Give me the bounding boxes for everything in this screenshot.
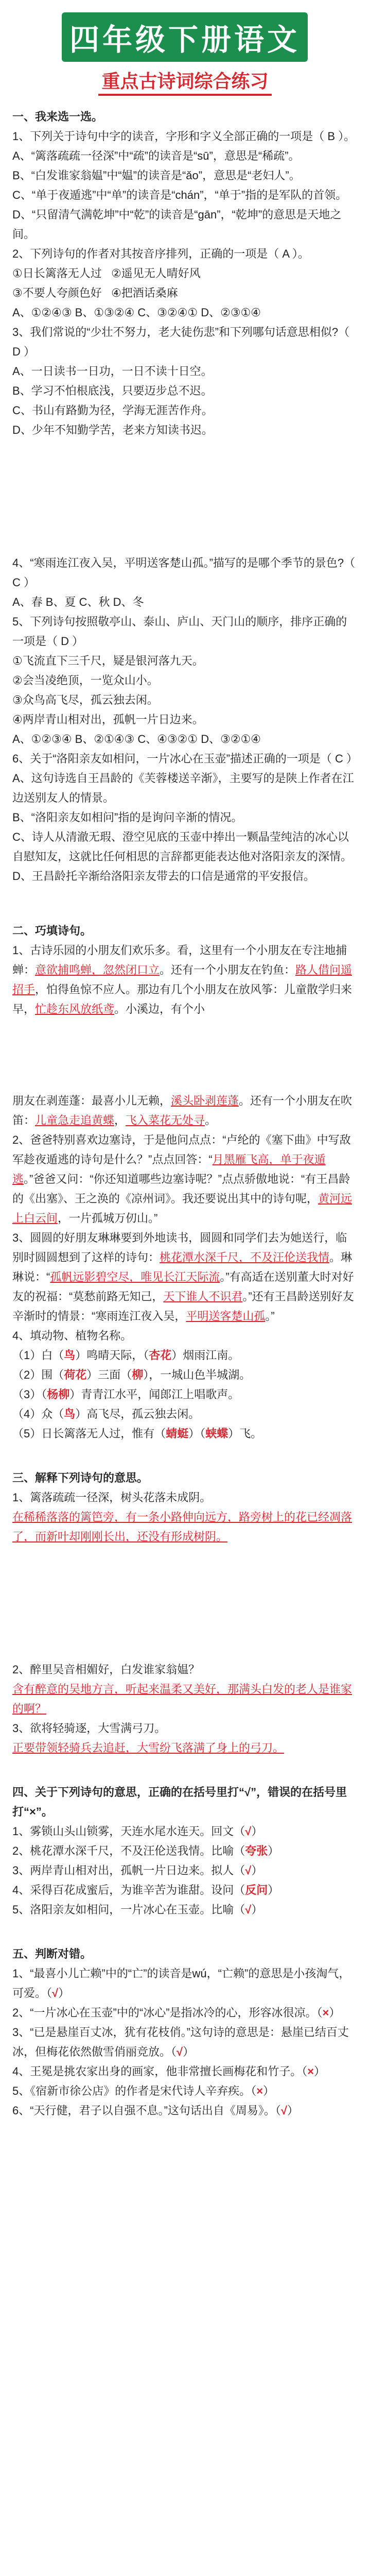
option: B、“洛阳亲友如相问”指的是询问辛渐的情况。 [12,811,243,824]
answer-text: 夸张 [245,1844,268,1857]
answer-text: 杏花 [149,1349,172,1362]
option: C、诗人从清澈无瑕、澄空见底的玉壶中捧出一颗晶莹纯洁的冰心以自慰知友，这就比任何相思的言辞都更能表达他对洛阳亲友的深情。 [12,831,353,863]
question: 4、填动物、植物名称。 [12,1329,132,1342]
text: 1、古诗乐园的小朋友们欢乐多。看，这里有一个小朋友在专注地捕蝉： [12,944,347,976]
text: 4、王冕是挑农家出身的画家，他非常擅长画梅花和竹子。（ [12,2065,308,2078]
judge-item [12,1900,357,1920]
item-text: ④把酒话桑麻 [111,286,178,299]
fill-item [12,1385,357,1404]
option: A、①②④③ B、①③②④ C、③②④① D、②③①④ [12,306,261,319]
text: 2、“一片冰心在玉壶”中的“冰心”是指冰冷的心，形容冰很凉。（ [12,2006,323,2019]
text: ） [58,1987,70,1999]
text: （1）白（ [12,1349,64,1362]
text: 1、雾锁山头山锁雾，天连水尾水连天。回文（ [12,1825,245,1838]
question: 4、“寒雨连江夜入吴，平明送客楚山孤。”描写的是哪个季节的景色?（ C ） [12,556,356,589]
text: 。还有一个小朋友在吹笛： [12,1094,353,1127]
option: C、“单于夜遁逃”中“单”的读音是“chán”，“单于”指的是军队的首领。 [12,189,347,201]
answer-text: 天下谁人不识君 [163,1290,243,1303]
fill-item [12,1365,357,1385]
judge-item [12,2101,357,2121]
answer-text: √ [245,1903,252,1916]
page-title: 四年级下册语文 [62,12,308,62]
text: ， [114,1114,126,1127]
item: ①飞流直下三千尺，疑是银河落九天。 [12,654,204,667]
text: ） [287,2104,298,2117]
answer-text: 月黑雁飞高，单于夜遁逃 [12,1153,326,1185]
paragraph [12,1130,357,1228]
item: ④两岸青山相对出，孤帆一片日边来。 [12,713,204,726]
answer-text: 鸟 [64,1408,76,1420]
item-text: ③不要人夸颜色好 [12,286,102,299]
text: 。” [265,1310,275,1323]
text: 有高适在送别董大时对好友的祝福：“莫愁前路无知己， [12,1270,354,1303]
text: 。还有一个小朋友在钓鱼： [160,963,296,976]
spacer [12,440,357,553]
answer-text: 平明送客楚山孤 [186,1310,266,1323]
item: ③众鸟高飞尽，孤云独去闲。 [12,693,158,706]
question: 3、我们常说的“少壮不努力，老大徒伤悲”和下列哪句话意思相似?（ D ） [12,326,350,358]
answer-text: × [322,2006,329,2019]
section-heading: 三、解释下列诗句的意思。 [12,1471,149,1484]
spacer [12,1920,357,1940]
text: 朋友在剥莲蓬：最喜小儿无赖， [12,1094,171,1107]
answer-text: 含有醉意的吴地方言，听起来温柔又美好，那满头白发的老人是谁家的啊？ [12,1683,353,1715]
question: 3、欲将轻骑逐，大雪满弓刀。 [12,1722,166,1735]
text: ）烟雨江南。 [171,1349,240,1362]
answer-text: 反问 [245,1884,268,1896]
answer-text: 儿童急走追黄蝶 [35,1114,115,1127]
option: A、“篱落疏疏一径深”中“疏”的读音是“sū”，意思是“稀疏”。 [12,149,300,162]
judge-item [12,1964,357,2003]
judge-item [12,2081,357,2101]
section-heading: 四、关于下列诗句的意思，正确的在括号里打“√”，错误的在括号里打“×”。 [12,1786,347,1818]
paragraph [12,1228,357,1326]
option: A、春 B、夏 C、秋 D、冬 [12,596,144,608]
question: 2、醉里吴音相媚好，白发谁家翁媪？ [12,1663,200,1676]
text: ） [314,2065,326,2078]
question: 5、下列诗句按照敬亭山、泰山、庐山、天门山的顺序，排序正确的一项是（ D ） [12,615,347,648]
answer-text: 黄河远上白云间 [12,1192,353,1225]
answer-text: √ [177,2045,183,2058]
answer-text: × [307,2065,314,2078]
content [12,103,357,2121]
text: 。琳琳说：“ [12,1251,353,1283]
judge-item [12,1841,357,1861]
text: （5）日长篱落无人过，惟有（ [12,1427,166,1440]
option: A、①②③④ B、②①④③ C、④③②① D、③②①④ [12,733,261,745]
judge-item [12,1861,357,1880]
text: 1、“最喜小儿亡赖”中的“亡”的读音是wú，“亡赖”的意思是小孩淘气，可爱。（ [12,1967,350,1999]
answer-text: 桃花潭水深千尺，不及汪伦送我情 [160,1251,330,1264]
paragraph [12,1091,357,1130]
text: ） [263,2084,275,2097]
option: D、“只留清气满乾坤”中“乾”的读音是“gān”，“乾坤”的意思是天地之间。 [12,208,342,241]
item [12,283,357,303]
option: D、少年不知勤学苦，老来方知读书迟。 [12,423,213,436]
judge-item [12,1822,357,1841]
text: ，一片孤城万仞山。” [58,1212,158,1225]
text: ） [251,1825,263,1838]
fill-item [12,1346,357,1365]
text: ） [183,2045,195,2058]
judge-item [12,2023,357,2062]
text: 。小溪边，有个小 [114,1003,205,1015]
text: 3、“已是悬崖百丈冰，犹有花枝俏。”这句诗的意思是：悬崖已结百丈冰，但梅花依然傲雪俏丽竞放。（ [12,2026,349,2058]
text: （3）（ [12,1388,47,1401]
answer-text: 忙趁东风放纸鸢 [35,1003,115,1015]
answer-text: √ [52,1987,59,1999]
text: 。”还有王昌龄送别好友辛渐时的情景：“寒雨连江夜入吴， [12,1290,354,1323]
option: D、王昌龄托辛渐给洛阳亲友带去的口信是通常的平安报信。 [12,870,315,883]
answer-text: 柳 [132,1368,144,1381]
text: ） [251,1903,263,1916]
section-heading: 一、我来选一选。 [12,110,103,123]
text: 3、圆圆的好朋友琳琳要到外地读书，圆圆和同学们去为她送行，临别时圆圆想到了这样的诗句： [12,1231,347,1264]
text: 2、桃花潭水深千尺，不及汪伦送我情。比喻（ [12,1844,245,1857]
answer-text: √ [245,1825,252,1838]
option: C、书山有路勤为径，学海无涯苦作舟。 [12,404,213,417]
text: 5、洛阳亲友如相问，一片冰心在玉壶。比喻（ [12,1903,245,1916]
section-heading: 二、巧填诗句。 [12,924,92,937]
item [12,264,357,283]
answer-text: 蜻蜓 [166,1427,189,1440]
text: ），一城山色半城湖。 [143,1368,251,1381]
judge-item [12,1880,357,1900]
text: ）青青江水平，闻郎江上唱歌声。 [69,1388,240,1401]
text: 。 [205,1114,217,1127]
answer-text: 蛱蝶 [205,1427,228,1440]
judge-item [12,2003,357,2023]
section-heading: 五、判断对错。 [12,1947,92,1960]
page-subtitle [0,67,370,93]
option: B、“白发谁家翁媪”中“媪”的读音是“ǎo”，意思是“老妇人”。 [12,169,301,182]
answer-text: 飞入菜花无处寻 [126,1114,205,1127]
answer-text: √ [245,1864,252,1877]
text: ）鸣晴天际，（ [75,1349,149,1362]
text: 。” [220,1270,230,1283]
spacer [12,1019,357,1091]
question: 1、篱落疏疏一径深，树头花落未成阴。 [12,1491,212,1504]
spacer [12,1444,357,1464]
answer-text: × [256,2084,263,2097]
answer-text: 鸟 [64,1349,76,1362]
answer-text: 荷花 [64,1368,87,1381]
spacer [12,1547,357,1660]
text: ）高飞尽，孤云独去闲。 [75,1408,200,1420]
answer-text: 正要带领轻骑兵去追赶，大雪纷飞落满了身上的弓刀。 [12,1741,285,1754]
answer-text: 孤帆远影碧空尽，唯见长江天际流 [50,1270,220,1283]
text: （4）众（ [12,1408,64,1420]
text: ，怕得鱼惊不应人。那边有几个小朋友在放风筝：儿童散学归来早， [12,983,353,1015]
text: ）（ [188,1427,206,1440]
question: 1、下列关于诗句中字的读音，字形和字义全部正确的一项是（ B ）。 [12,130,356,143]
item-text: ①日长篱落无人过 [12,267,102,280]
text: ）三面（ [86,1368,132,1381]
text: 3、两岸青山相对出，孤帆一片日边来。拟人（ [12,1864,245,1877]
text: ） [329,2006,341,2019]
option: B、学习不怕根底浅，只要迈步总不迟。 [12,384,213,397]
question: 6、关于“洛阳亲友如相问，一片冰心在玉壶”描述正确的一项是（ C ） [12,752,358,765]
option: A、这句诗选自王昌龄的《芙蓉楼送辛渐》，主要写的是陕上作者在江边送别友人的情景。 [12,772,354,804]
text: ） [268,1844,279,1857]
fill-item [12,1404,357,1424]
answer-text: 杨柳 [47,1388,70,1401]
text: ）飞。 [228,1427,262,1440]
text: 4、采得百花成蜜后，为谁辛苦为谁甜。设问（ [12,1884,245,1896]
answer-text: 路人借问遥招手 [12,963,353,996]
text: ） [251,1864,263,1877]
text: ） [268,1884,279,1896]
spacer [12,886,357,917]
spacer [12,1758,357,1778]
question: 2、下列诗句的作者对其按音序排列，正确的一项是（ A ）。 [12,247,309,260]
item: ②会当凌绝顶，一览众山小。 [12,674,158,687]
answer-text: 在稀稀落落的篱笆旁，有一条小路伸向远方，路旁树上的花已经凋落了，而新叶却刚刚长出，还没有形成树阴。 [12,1511,353,1543]
subtitle-text: 重点古诗词综合练习 [98,71,271,96]
answer-text: 溪头卧剥莲蓬 [171,1094,239,1107]
answer-text: 意欲捕鸣蝉，忽然闭口立 [35,963,160,976]
paragraph [12,941,357,1019]
text: （2）围（ [12,1368,64,1381]
item-text: ②遥见无人晴好风 [111,267,201,280]
text: 2、爸爸特别喜欢边塞诗，于是他问点点：“卢纶的《塞下曲》中写敌军趁夜遁逃的诗句是什么？”点点回答：“ [12,1133,351,1166]
fill-item [12,1424,357,1444]
answer-text: √ [280,2104,287,2117]
judge-item [12,2062,357,2081]
text: 5、《宿新市徐公店》的作者是宋代诗人辛弃疾。（ [12,2084,257,2097]
text: 。”爸爸又问：“你还知道哪些边塞诗呢？”点点骄傲地说：“有王昌龄的《出塞》、王之涣的《凉州词》。我还要说出其中的诗句呢， [12,1173,350,1205]
text: 6、“天行健，君子以自强不息。”这句话出自《周易》。（ [12,2104,281,2117]
option: A、一日读书一日功，一日不读十日空。 [12,365,213,378]
